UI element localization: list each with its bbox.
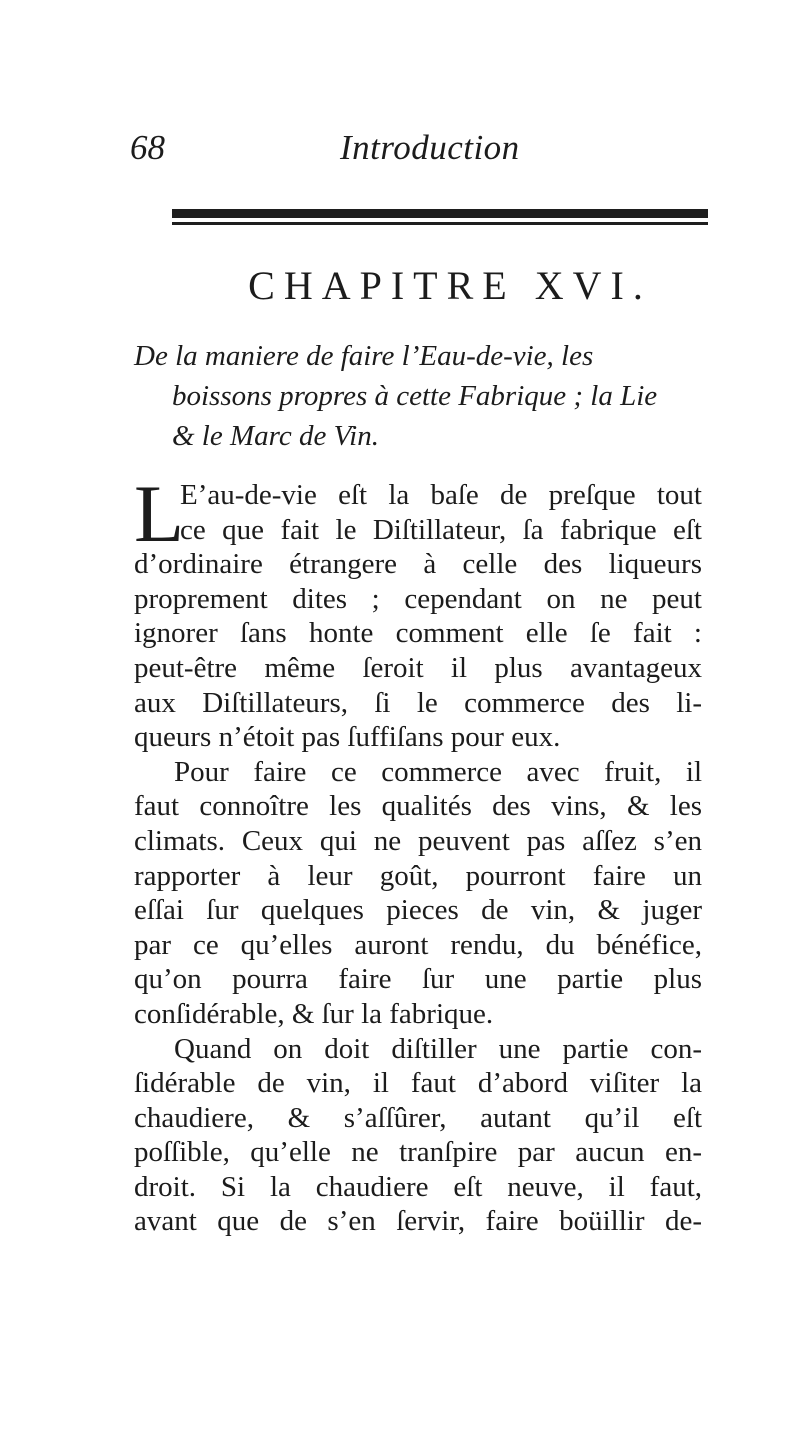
text-line: avant que de s’en ſervir, faire boüillir de- — [134, 1205, 702, 1238]
text-line: ce que fait le Diſtillateur, ſa fabrique eſt — [180, 513, 702, 546]
subtitle-line: & le Marc de Vin. — [172, 420, 379, 452]
text-line: Pour faire ce commerce avec fruit, il — [174, 755, 702, 788]
thin-rule-line — [172, 222, 708, 225]
body-text — [134, 468, 702, 1239]
text-line: peut-être même ſeroit il plus avantageux — [134, 651, 702, 684]
chapter-title: CHAPITRE XVI. — [248, 263, 652, 308]
text-line: poſſible, qu’elle ne tranſpire par aucun en- — [134, 1136, 702, 1169]
chapter-subtitle — [134, 336, 714, 456]
running-head — [130, 128, 710, 178]
text-line: qu’on pourra faire ſur une partie plus — [134, 963, 702, 996]
text-line: eſſai ſur quelques pieces de vin, & juger — [134, 894, 702, 927]
text-line: ſidérable de vin, il faut d’abord viſiter la — [134, 1067, 702, 1100]
text-line: Quand on doit diſtiller une partie con- — [174, 1032, 702, 1065]
text-line: d’ordinaire étrangere à celle des liqueurs — [134, 548, 702, 581]
text-line: conſidérable, & ſur la fabrique. — [134, 997, 494, 1030]
text-line: droit. Si la chaudiere eſt neuve, il faut, — [134, 1170, 702, 1203]
text-line: rapporter à leur goût, pourront faire un — [134, 859, 702, 892]
text-line: climats. Ceux qui ne peuvent pas aſſez s’en — [134, 824, 702, 857]
text-line: ignorer ſans honte comment elle ſe fait : — [134, 617, 702, 650]
text-line: par ce qu’elles auront rendu, du bénéfice, — [134, 928, 702, 961]
page-number: 68 — [130, 128, 165, 167]
subtitle-line: De la maniere de faire l’Eau-de-vie, les — [134, 340, 594, 372]
text-line: E’au-de-vie eſt la baſe de preſque tout — [180, 479, 702, 511]
text-line: queurs n’étoit pas ſuffiſans pour eux. — [134, 721, 561, 754]
thick-rule-line — [172, 209, 708, 218]
text-line: chaudiere, & s’aſſûrer, autant qu’il eſt — [134, 1101, 702, 1134]
text-line: proprement dites ; cependant on ne peut — [134, 582, 702, 615]
text-line: aux Diſtillateurs, ſi le commerce des li- — [134, 686, 702, 719]
subtitle-line: boissons propres à cette Fabrique ; la Lie — [172, 380, 658, 412]
running-title: Introduction — [340, 128, 520, 167]
drop-cap: L — [134, 468, 185, 559]
header-rule — [172, 209, 708, 229]
text-line: faut connoître les qualités des vins, & les — [134, 790, 702, 823]
